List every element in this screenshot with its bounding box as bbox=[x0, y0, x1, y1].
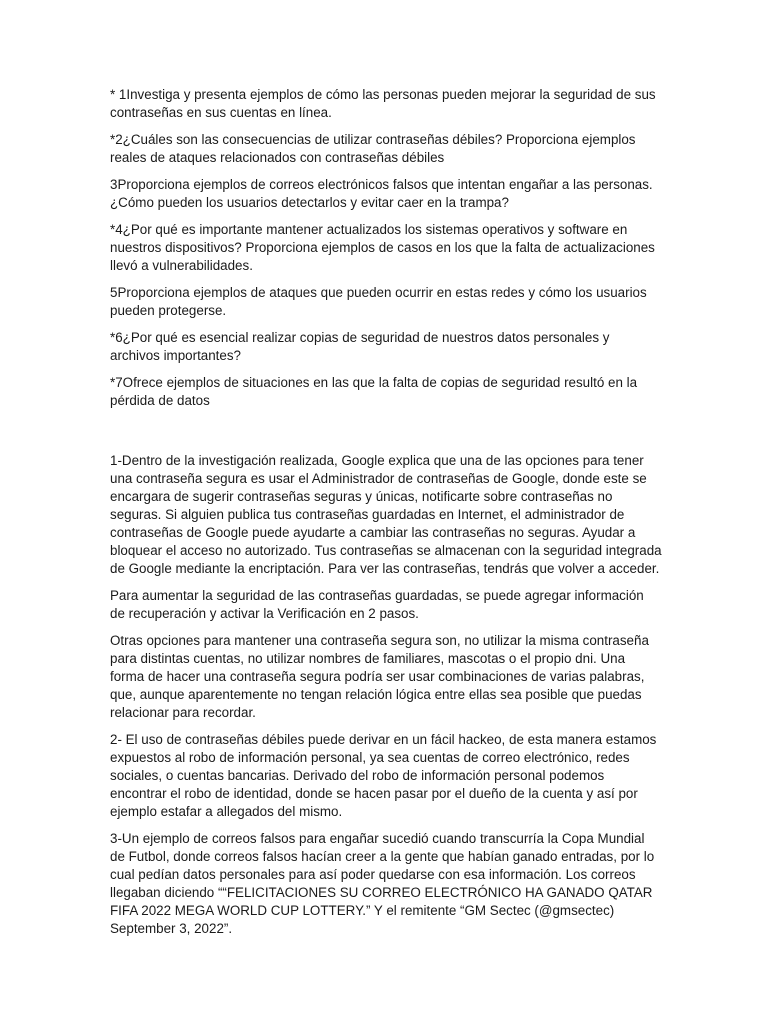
answer-2: 2- El uso de contraseñas débiles puede derivar en un fácil hackeo, de esta manera estamos expuestos al robo de información personal, ya sea cuentas de correo electrónico, redes sociales, o cuentas bancarias. Derivado del robo de información personal podemos encontrar el robo de identidad, donde se hacen pasar por el dueño de la cuenta y así por ejemplo estafar a allegados del mismo. bbox=[110, 732, 657, 819]
question-6: *6¿Por qué es esencial realizar copias de seguridad de nuestros datos personales y archivos importantes? bbox=[110, 330, 610, 363]
answer-3: 3-Un ejemplo de correos falsos para engañar sucedió cuando transcurría la Copa Mundial de Futbol, donde correos falsos hacían creer a la gente que habían ganado entradas, por lo cual pedían datos personales para así poder quedarse con esa información. Los correos llegaban diciendo ““FELICITACIONES SU CORREO ELECTRÓNICO HA GANADO QATAR FIFA 2022 MEGA WORLD CUP LOTTERY.” Y el remitente “GM Sectec (@gmsectec) September 3, 2022”. bbox=[110, 831, 655, 936]
answer-1-paragraph-3: Otras opciones para mantener una contraseña segura son, no utilizar la misma contraseña para distintas cuentas, no utilizar nombres de familiares, mascotas o el propio dni. Una forma de hacer una contraseña segura podría ser usar combinaciones de varias palabras, que, aunque aparentemente no tengan relación lógica entre ellas sea posible que puedas relacionar para recordar. bbox=[110, 633, 649, 720]
question-5: 5Proporciona ejemplos de ataques que pueden ocurrir en estas redes y cómo los usuarios pueden protegerse. bbox=[110, 285, 647, 318]
question-3: 3Proporciona ejemplos de correos electrónicos falsos que intentan engañar a las personas. ¿Cómo pueden los usuarios detectarlos y evitar caer en la trampa? bbox=[110, 177, 653, 210]
question-4: *4¿Por qué es importante mantener actualizados los sistemas operativos y software en nuestros dispositivos? Proporciona ejemplos de casos en los que la falta de actualizaciones llevó a vulnerabilidades. bbox=[110, 222, 655, 273]
section-spacer bbox=[110, 419, 662, 452]
answer-1-paragraph-1: 1-Dentro de la investigación realizada, Google explica que una de las opciones para tener una contraseña segura es usar el Administrador de contraseñas de Google, donde este se encargara de sugerir contraseñas seguras y únicas, notificarte sobre contraseñas no seguras. Si alguien publica tus contraseñas guardadas en Internet, el administrador de contraseñas de Google puede ayudarte a cambiar las contraseñas no seguras. Ayudar a bloquear el acceso no autorizado. Tus contraseñas se almacenan con la seguridad integrada de Google mediante la encriptación. Para ver las contraseñas, tendrás que volver a acceder. bbox=[110, 453, 662, 576]
question-7: *7Ofrece ejemplos de situaciones en las que la falta de copias de seguridad resultó en la pérdida de datos bbox=[110, 375, 638, 408]
document-body bbox=[110, 86, 662, 947]
question-2: *2¿Cuáles son las consecuencias de utilizar contraseñas débiles? Proporciona ejemplos reales de ataques relacionados con contraseñas débiles bbox=[110, 132, 636, 165]
question-1: * 1Investiga y presenta ejemplos de cómo las personas pueden mejorar la seguridad de sus contraseñas en sus cuentas en línea. bbox=[110, 87, 656, 120]
answer-1-paragraph-2: Para aumentar la seguridad de las contraseñas guardadas, se puede agregar información de recuperación y activar la Verificación en 2 pasos. bbox=[110, 588, 644, 621]
